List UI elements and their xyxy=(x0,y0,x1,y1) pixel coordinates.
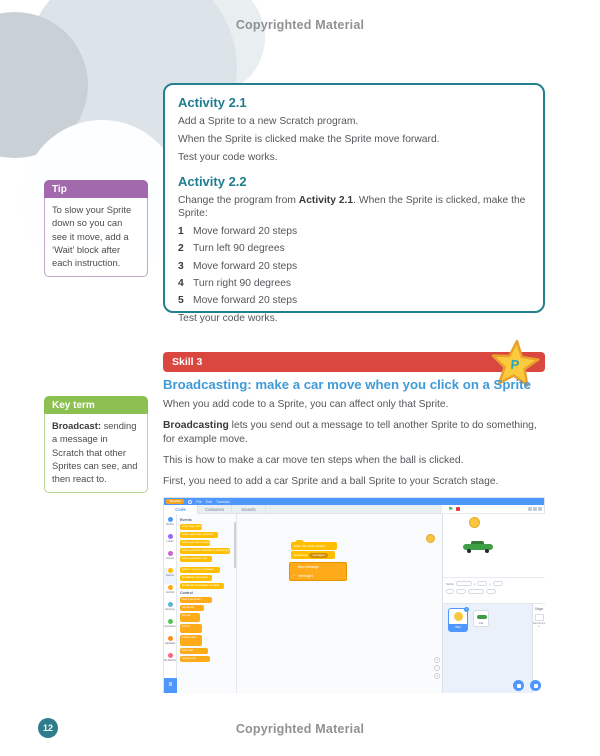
category-events: Events xyxy=(164,568,176,584)
activity-step xyxy=(178,260,530,274)
backdrops-label: Backdrops xyxy=(533,622,546,625)
palette-block: broadcast message1 and wait xyxy=(180,583,224,589)
step-text: Turn left 90 degrees xyxy=(193,243,285,255)
step-number: 3 xyxy=(178,260,184,272)
step-number: 2 xyxy=(178,243,184,255)
add-extension-button: ≣ xyxy=(164,678,177,693)
zoom-controls: + − = xyxy=(435,658,439,678)
palette-block: when space key pressed xyxy=(180,532,218,538)
ball-sprite-ghost xyxy=(426,534,435,543)
globe-icon xyxy=(188,500,192,504)
broadcast-block: broadcast message1 xyxy=(291,551,335,559)
palette-block: when backdrop switches to backdrop1 xyxy=(182,548,230,552)
menu-item-edit: Edit xyxy=(205,499,212,504)
step-text: Move forward 20 steps xyxy=(193,294,298,306)
delete-sprite-icon: × xyxy=(465,607,468,611)
sprite-thumbnail-ball xyxy=(448,608,468,632)
sprite-name-field xyxy=(456,581,472,586)
category-sensing: Sensing xyxy=(164,602,176,618)
activity-step xyxy=(178,225,530,239)
activity-1-line: Test your code works. xyxy=(178,151,278,163)
palette-block: forever xyxy=(180,613,200,622)
watermark-bottom: Copyrighted Material xyxy=(235,722,365,736)
step-text: Move forward 20 steps xyxy=(193,226,298,238)
tab-sounds: Sounds xyxy=(232,505,266,514)
hat-block: when this sprite clicked xyxy=(291,542,337,550)
dropdown-item-new-message: New message xyxy=(298,565,319,569)
category-sound: Sound xyxy=(164,551,176,567)
green-flag-icon: ⚑ xyxy=(448,507,454,513)
scratch-menubar xyxy=(164,498,544,505)
category-variables: Variables xyxy=(164,636,176,652)
scratch-screenshot xyxy=(163,497,545,693)
palette-section-events: Events xyxy=(180,518,192,522)
category-motion: Motion xyxy=(164,517,176,533)
skill-paragraphs xyxy=(163,398,547,496)
x-field xyxy=(477,581,487,586)
add-sprite-button xyxy=(513,680,524,691)
star-letter: P xyxy=(509,356,520,373)
key-term-box xyxy=(44,396,148,493)
broadcast-dropdown-menu xyxy=(289,562,347,581)
palette-block: wait until xyxy=(180,648,208,654)
y-field xyxy=(493,581,503,586)
backdrops-count: 1 xyxy=(538,625,540,628)
show-toggle xyxy=(446,589,454,594)
broadcast-dropdown-value: message1 xyxy=(309,553,328,558)
palette-block: if then else xyxy=(180,635,202,646)
key-term-text: sending a message in Scratch that other Sprites can see, and then react to. xyxy=(52,420,138,485)
tip-header: Tip xyxy=(44,180,148,198)
sprite-thumbnail-label: Ball xyxy=(449,624,467,631)
palette-block: when I receive message1 xyxy=(180,567,220,573)
watermark-top: Copyrighted Material xyxy=(235,18,365,32)
palette-block: wait 1 seconds xyxy=(180,597,212,603)
block-category-list xyxy=(164,514,177,678)
palette-block: repeat until xyxy=(180,656,210,662)
backdrop-thumbnail xyxy=(535,614,544,621)
stage-panel-label: Stage xyxy=(534,607,544,611)
activity-2-intro: Change the program from Activity 2.1. When the Sprite is clicked, make the Sprite: xyxy=(178,194,526,220)
category-looks: Looks xyxy=(164,534,176,550)
category-control: Control xyxy=(164,585,176,601)
palette-block: broadcast message1 xyxy=(180,575,212,581)
skill-paragraph: Broadcasting lets you send out a message to tell another Sprite to do something, for example move. xyxy=(163,420,537,445)
skill-paragraph: When you add code to a Sprite, you can affect only that Sprite. xyxy=(163,399,449,410)
palette-block: when flag clicked xyxy=(182,524,204,528)
palette-scrollbar xyxy=(234,522,236,568)
stage-size-buttons xyxy=(528,507,542,511)
scratch-logo: Scratch xyxy=(166,499,184,504)
tip-box xyxy=(44,180,148,277)
activity-step xyxy=(178,242,530,256)
palette-block: when loudness > 10 xyxy=(180,556,212,562)
step-number: 4 xyxy=(178,277,184,289)
skill-paragraph: First, you need to add a car Sprite and a ball Sprite to your Scratch stage. xyxy=(163,476,499,488)
add-backdrop-button xyxy=(530,680,541,691)
activity-1-line: Add a Sprite to a new Scratch program. xyxy=(178,115,359,127)
extra-field xyxy=(486,589,496,594)
category-operators: Operators xyxy=(164,619,176,635)
sprite-thumbnail-car xyxy=(473,610,489,627)
menu-item-tutorials: Tutorials xyxy=(216,499,230,504)
skill-banner-label: Skill 3 xyxy=(172,356,203,368)
activity-2-outro: Test your code works. xyxy=(178,312,278,324)
skill-heading: Broadcasting: make a car move when you click on a Sprite xyxy=(163,377,531,392)
direction-field xyxy=(468,589,484,594)
size-field xyxy=(456,589,466,594)
tab-costumes: Costumes xyxy=(198,505,232,514)
scratch-tabs xyxy=(164,505,442,514)
ball-thumbnail-image xyxy=(454,612,463,621)
step-number: 5 xyxy=(178,294,184,306)
activity-step xyxy=(178,277,530,291)
sprite-thumbnail-label: Car xyxy=(478,621,484,625)
sprite-info-panel xyxy=(443,578,545,604)
script-area xyxy=(237,514,442,693)
car-thumbnail-image xyxy=(477,615,487,619)
stage xyxy=(443,514,545,578)
stop-icon xyxy=(456,507,460,511)
y-label: y xyxy=(489,581,491,586)
skill-paragraph: This is how to make a car move ten steps when the ball is clicked. xyxy=(163,455,464,467)
step-text: Turn right 90 degrees xyxy=(193,277,292,289)
key-term-word: Broadcast: xyxy=(52,420,101,431)
activity-step xyxy=(178,294,530,308)
tip-body: To slow your Sprite down so you can see it move, add a ‘Wait’ block after each instruction. xyxy=(44,198,148,277)
palette-block: repeat 10 xyxy=(180,605,204,611)
menu-item-file: File xyxy=(196,499,202,504)
page-number: 12 xyxy=(38,718,58,738)
activity-2-title: Activity 2.2 xyxy=(178,174,247,190)
tab-code: Code xyxy=(164,505,198,514)
dropdown-item-message1: ✓ message1 xyxy=(290,572,346,581)
activity-box xyxy=(163,83,545,324)
activity-1-line: When the Sprite is clicked make the Sprite move forward. xyxy=(178,133,440,145)
key-term-header: Key term xyxy=(44,396,148,414)
sprite-name-label: Sprite xyxy=(446,581,454,586)
x-label: x xyxy=(473,581,476,586)
step-number: 1 xyxy=(178,226,184,238)
category-myblocks: My Blocks xyxy=(164,653,176,669)
activity-1-title: Activity 2.1 xyxy=(178,95,247,110)
palette-section-control: Control xyxy=(180,591,193,595)
stage-pane xyxy=(442,514,544,693)
palette-block: if then xyxy=(180,624,202,633)
car-sprite xyxy=(463,541,493,553)
palette-block: when this sprite clicked xyxy=(182,540,211,544)
ball-sprite xyxy=(469,517,480,528)
stage-controls xyxy=(442,505,544,514)
step-text: Move forward 20 steps xyxy=(193,260,298,272)
key-term-body xyxy=(44,414,148,493)
block-palette xyxy=(177,514,237,693)
